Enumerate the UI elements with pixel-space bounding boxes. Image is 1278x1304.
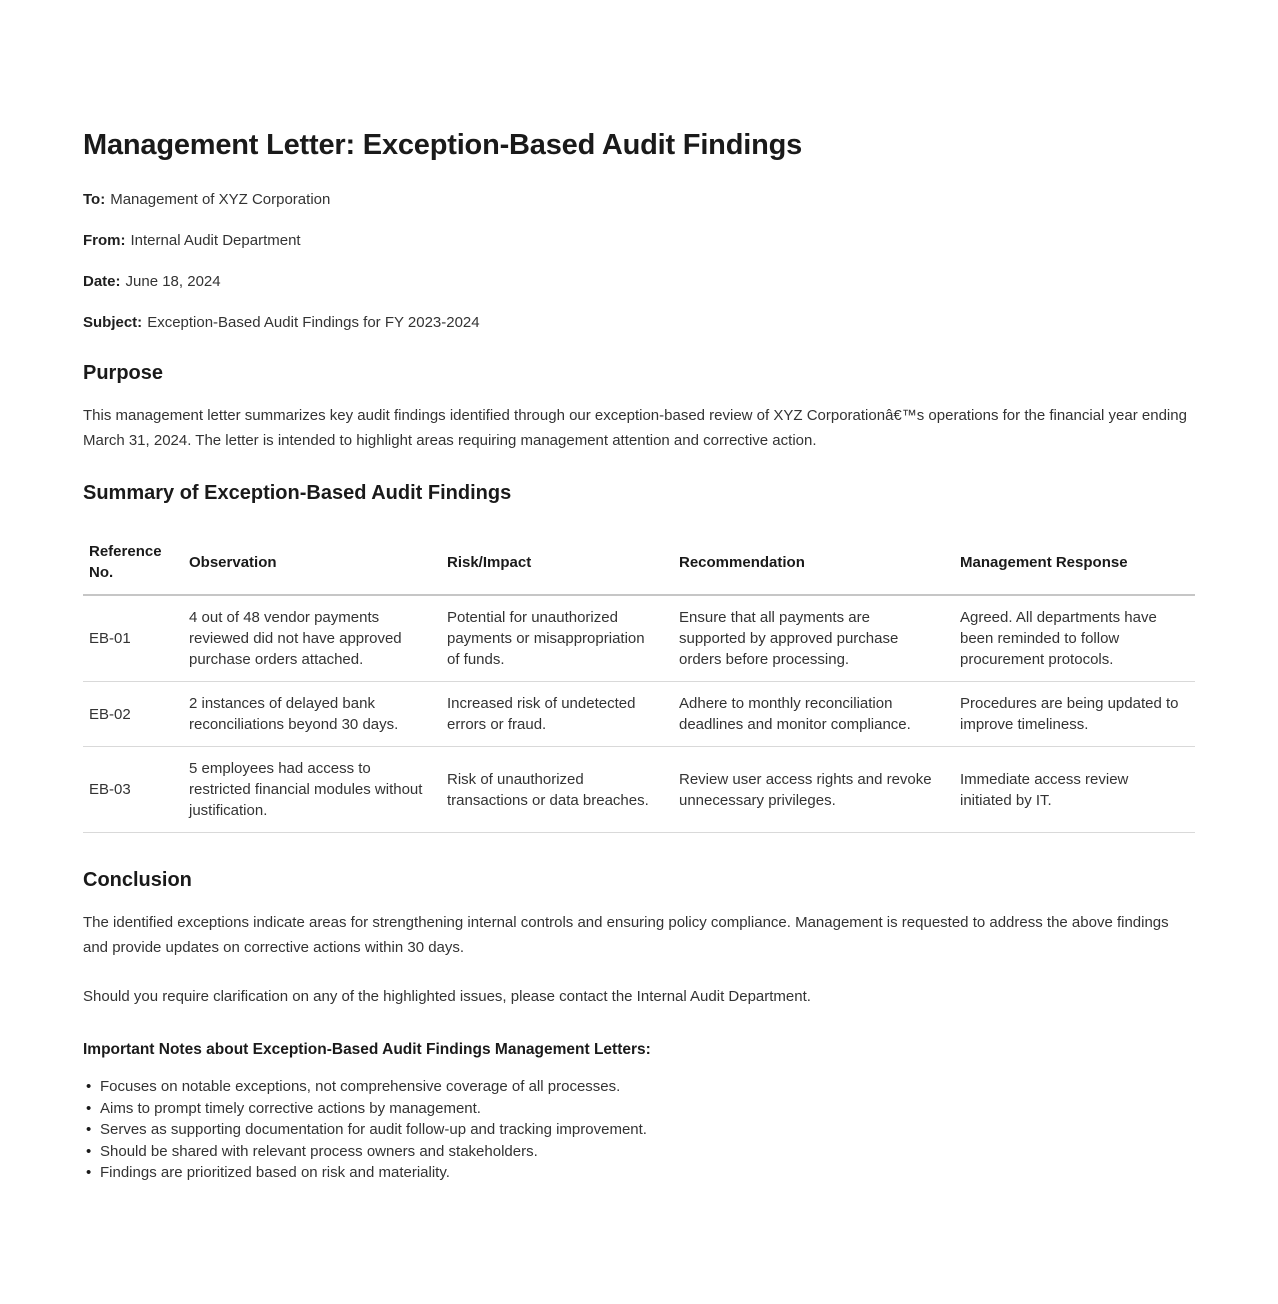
purpose-heading: Purpose	[83, 362, 164, 384]
cell-ref: EB-01	[83, 595, 183, 682]
meta-subject-value: Exception-Based Audit Findings for FY 2023-2024	[147, 314, 480, 331]
summary-heading: Summary of Exception-Based Audit Findings	[83, 482, 512, 504]
list-item: • Aims to prompt timely corrective actions by management.	[83, 1098, 1195, 1120]
column-header-response: Management Response	[954, 530, 1195, 595]
cell-recommendation: Adhere to monthly reconciliation deadlines and monitor compliance.	[673, 682, 954, 747]
list-item: • Findings are prioritized based on risk and materiality.	[83, 1162, 1195, 1184]
cell-response: Procedures are being updated to improve timeliness.	[954, 682, 1195, 747]
document-page	[83, 0, 1195, 1304]
meta-date-label: Date:	[83, 273, 121, 290]
table-row	[83, 595, 1195, 682]
column-header-risk: Risk/Impact	[441, 530, 673, 595]
meta-from	[83, 230, 1195, 251]
cell-recommendation: Review user access rights and revoke unnecessary privileges.	[673, 747, 954, 833]
cell-risk: Potential for unauthorized payments or misappropriation of funds.	[441, 595, 673, 682]
purpose-paragraph: This management letter summarizes key audit findings identified through our exception-based review of XYZ Corporationâ€™s operations for the financial year ending March 31, 2024. The letter is intended to highlight areas requiring management attention and corrective action.	[83, 407, 1187, 449]
cell-risk: Risk of unauthorized transactions or data breaches.	[441, 747, 673, 833]
notes-heading: Important Notes about Exception-Based Audit Findings Management Letters:	[83, 1041, 651, 1058]
column-header-observation: Observation	[183, 530, 441, 595]
meta-from-value: Internal Audit Department	[130, 232, 301, 249]
conclusion-paragraph-1: The identified exceptions indicate areas for strengthening internal controls and ensuring policy compliance. Management is requested to address the above findings and provide updates on corrective actions within 30 days.	[83, 914, 1169, 956]
cell-observation: 4 out of 48 vendor payments reviewed did not have approved purchase orders attached.	[183, 595, 441, 682]
meta-subject	[83, 312, 1195, 333]
cell-ref: EB-02	[83, 682, 183, 747]
page-title: Management Letter: Exception-Based Audit Findings	[83, 129, 803, 161]
meta-to-value: Management of XYZ Corporation	[110, 191, 331, 208]
table-row	[83, 747, 1195, 833]
column-header-recommendation: Recommendation	[673, 530, 954, 595]
cell-observation: 5 employees had access to restricted financial modules without justification.	[183, 747, 441, 833]
cell-response: Agreed. All departments have been reminded to follow procurement protocols.	[954, 595, 1195, 682]
meta-to-label: To:	[83, 191, 106, 208]
conclusion-paragraph-2: Should you require clarification on any of the highlighted issues, please contact the Internal Audit Department.	[83, 988, 811, 1005]
table-row	[83, 682, 1195, 747]
list-item: • Focuses on notable exceptions, not comprehensive coverage of all processes.	[83, 1076, 1195, 1098]
meta-to	[83, 189, 1195, 210]
meta-from-label: From:	[83, 232, 126, 249]
conclusion-heading: Conclusion	[83, 869, 192, 891]
column-header-reference: Reference No.	[83, 530, 183, 595]
list-item: • Serves as supporting documentation for audit follow-up and tracking improvement.	[83, 1119, 1195, 1141]
meta-subject-label: Subject:	[83, 314, 143, 331]
cell-observation: 2 instances of delayed bank reconciliations beyond 30 days.	[183, 682, 441, 747]
cell-response: Immediate access review initiated by IT.	[954, 747, 1195, 833]
cell-recommendation: Ensure that all payments are supported by approved purchase orders before processing.	[673, 595, 954, 682]
cell-risk: Increased risk of undetected errors or fraud.	[441, 682, 673, 747]
notes-list	[83, 1076, 1195, 1184]
findings-table	[83, 530, 1195, 833]
meta-date	[83, 271, 1195, 292]
list-item: • Should be shared with relevant process owners and stakeholders.	[83, 1141, 1195, 1163]
table-header-row	[83, 530, 1195, 595]
meta-date-value: June 18, 2024	[125, 273, 221, 290]
cell-ref: EB-03	[83, 747, 183, 833]
